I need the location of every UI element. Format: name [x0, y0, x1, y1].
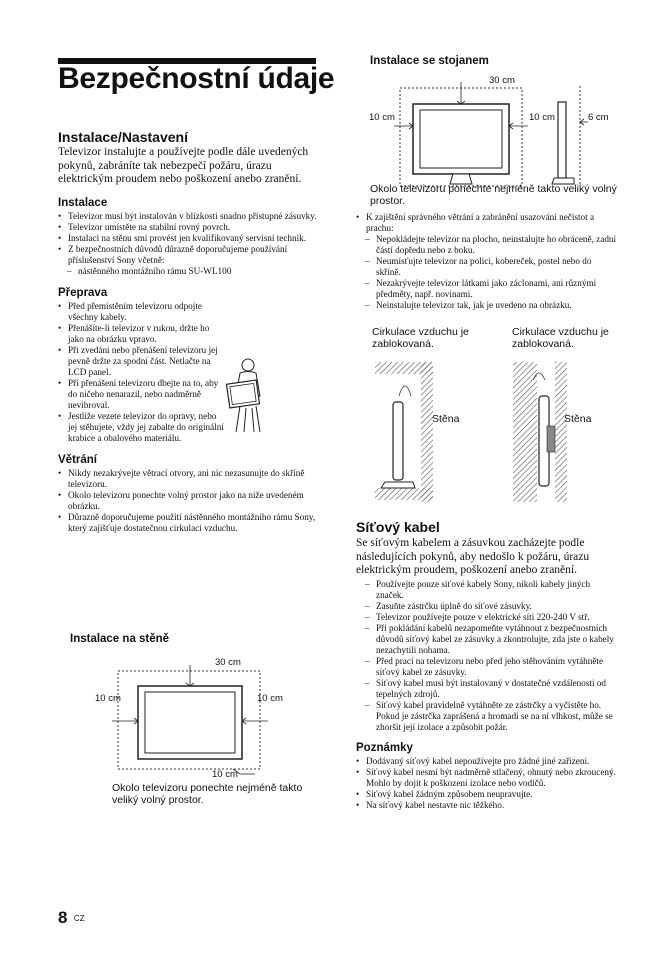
stand-top-label: 30 cm	[489, 75, 515, 86]
notes-list	[356, 756, 618, 811]
wall-clearance-diagram	[90, 655, 320, 785]
list-subitem: – Používejte pouze síťové kabely Sony, nikoli kabely jiných značek.	[356, 579, 618, 601]
wall-label-1: Stěna	[432, 413, 460, 425]
stand-caption: Okolo televizoru ponechte nejméně takto veliký volný prostor.	[370, 183, 617, 207]
list-item: • Před přemístěním televizoru odpojte všechny kabely.	[58, 301, 224, 323]
person-carrying-tv-illustration	[222, 356, 274, 436]
wall-top-label: 30 cm	[215, 657, 241, 668]
cable-intro: Se síťovým kabelem a zásuvkou zacházejte podle následujících pokynů, aby nedošlo k požáru, úrazu elektrickým proudem, poškození anebo zranění.	[356, 537, 590, 576]
install-section	[58, 129, 320, 534]
preprava-list	[58, 301, 224, 444]
list-item: • Při zvedání nebo přenášení televizoru jej pevně držte za spodní část. Netlačte na LCD panel.	[58, 345, 224, 378]
blocked-label-2: Cirkulace vzduchu je zablokovaná.	[512, 326, 609, 350]
list-subitem: – Síťový kabel musí být instalovaný v dostatečné vzdálenosti od tepelných zdrojů.	[356, 678, 618, 700]
list-item: • Síťový kabel žádným způsobem neupravujte.	[356, 789, 618, 800]
list-item: • Televizor umístěte na stabilní rovný povrch.	[58, 222, 320, 233]
list-item: • Jestliže vezete televizor do opravy, nebo jej stěhujete, vždy jej zabalte do originální krabice a obalového materiálu.	[58, 411, 224, 444]
list-item: • Přenášíte-li televizor v rukou, držte ho jako na obrázku vpravo.	[58, 323, 224, 345]
page-number: 8	[58, 908, 68, 927]
list-subitem: – Zasuňte zástrčku úplně do síťové zásuvky.	[356, 601, 618, 612]
list-subitem: – Neinstalujte televizor tak, jak je uvedeno na obrázku.	[356, 300, 618, 311]
list-item: • Důrazně doporučujeme použití nástěnného montážního rámu Sony, který zajišťuje dostatečnou cirkulaci vzduchu.	[58, 512, 320, 534]
list-item: • Nikdy nezakrývejte větrací otvory, ani nic nezasunujte do skříně televizoru.	[58, 468, 320, 490]
vent-more-section	[356, 212, 618, 311]
stand-clearance-diagram	[370, 72, 620, 190]
list-item: • Na síťový kabel nestavte nic těžkého.	[356, 800, 618, 811]
install-heading: Instalace/Nastavení	[58, 129, 188, 145]
vetrani-heading: Větrání	[58, 453, 97, 466]
wall-right-label: 10 cm	[257, 693, 283, 704]
list-item: • Dodávaný síťový kabel nepoužívejte pro žádné jiné zařízení.	[356, 756, 618, 767]
install-intro: Televizor instalujte a používejte podle dále uvedených pokynů, zabráníte tak nebezpečí požáru, úrazu elektrickým proudem nebo poškození anebo zranění.	[58, 146, 309, 185]
vetrani-list	[58, 468, 320, 534]
notes-heading: Poznámky	[356, 741, 413, 754]
instalace-heading: Instalace	[58, 196, 108, 209]
cable-list	[356, 579, 618, 733]
blocked-label-1: Cirkulace vzduchu je zablokovaná.	[372, 326, 469, 350]
wall-bottom-label: 10 cm	[212, 769, 238, 780]
stand-heading: Instalace se stojanem	[370, 55, 489, 67]
list-item: • Okolo televizoru ponechte volný prostor jako na níže uvedeném obrázku.	[58, 490, 320, 512]
list-item: • K zajištění správného větrání a zabránění usazování nečistot a prachu:	[356, 212, 618, 234]
wall-caption: Okolo televizoru ponechte nejméně takto veliký volný prostor.	[112, 782, 303, 806]
page-footer	[58, 908, 85, 928]
cable-heading: Síťový kabel	[356, 519, 440, 535]
list-item: • Při přenášení televizoru dbejte na to, aby do ničeho nenarazil, nebo nadměrně nevibroval.	[58, 378, 224, 411]
list-subitem: – Síťový kabel pravidelně vytáhněte ze zástrčky a vyčistěte ho. Pokud je zástrčka zaprášená a hromadí se na ní vlhkost, může se zhoršit její izolace a způsobit požár.	[356, 700, 618, 733]
vent-more-list	[356, 212, 618, 311]
list-item: • Síťový kabel nesmí být nadměrně stlačený, ohnutý nebo zkroucený. Mohlo by dojít k poškození izolace nebo vodičů.	[356, 767, 618, 789]
list-subitem: – Neumísťujte televizor na polici, kobereček, postel nebo do skříně.	[356, 256, 618, 278]
wall-heading: Instalace na stěně	[70, 633, 170, 645]
stand-left-label: 10 cm	[369, 112, 395, 123]
wall-left-label: 10 cm	[95, 693, 121, 704]
language-code: CZ	[73, 914, 85, 923]
preprava-heading: Přeprava	[58, 286, 108, 299]
list-item: • Z bezpečnostních důvodů důrazně doporučujeme používání příslušenství Sony včetně:	[58, 244, 320, 266]
list-subitem: – Nepokládejte televizor na plocho, neinstalujte ho obráceně, zadní částí dopředu nebo z boku.	[356, 234, 618, 256]
wall-label-2: Stěna	[564, 413, 592, 425]
list-subitem: – nástěnného montážního rámu SU-WL100	[58, 266, 320, 277]
stand-right-label: 10 cm	[529, 112, 555, 123]
stand-side-label: 6 cm	[588, 112, 609, 123]
list-subitem: – Před prací na televizoru nebo před jeho stěhováním vytáhněte síťový kabel ze zásuvky.	[356, 656, 618, 678]
blocked-circulation-diagram	[375, 356, 625, 506]
list-subitem: – Při pokládání kabelů nezapomeňte vytáhnout z bezpečnostních důvodů síťový kabel ze zásuvky a zkontrolujte, zda jste o kabely nezachytili nohama.	[356, 623, 618, 656]
list-subitem: – Televizor používejte pouze v elektrické síti 220-240 V stř.	[356, 612, 618, 623]
cable-section	[356, 519, 618, 811]
list-item: • Instalaci na stěnu smí provést jen kvalifikovaný servisní technik.	[58, 233, 320, 244]
list-item: • Televizor musí být instalován v blízkosti snadno přístupné zásuvky.	[58, 211, 320, 222]
page-title: Bezpečnostní údaje	[58, 62, 335, 95]
list-subitem: – Nezakrývejte televizor látkami jako záclonami, ani různými předměty, např. novinami.	[356, 278, 618, 300]
instalace-list	[58, 211, 320, 277]
